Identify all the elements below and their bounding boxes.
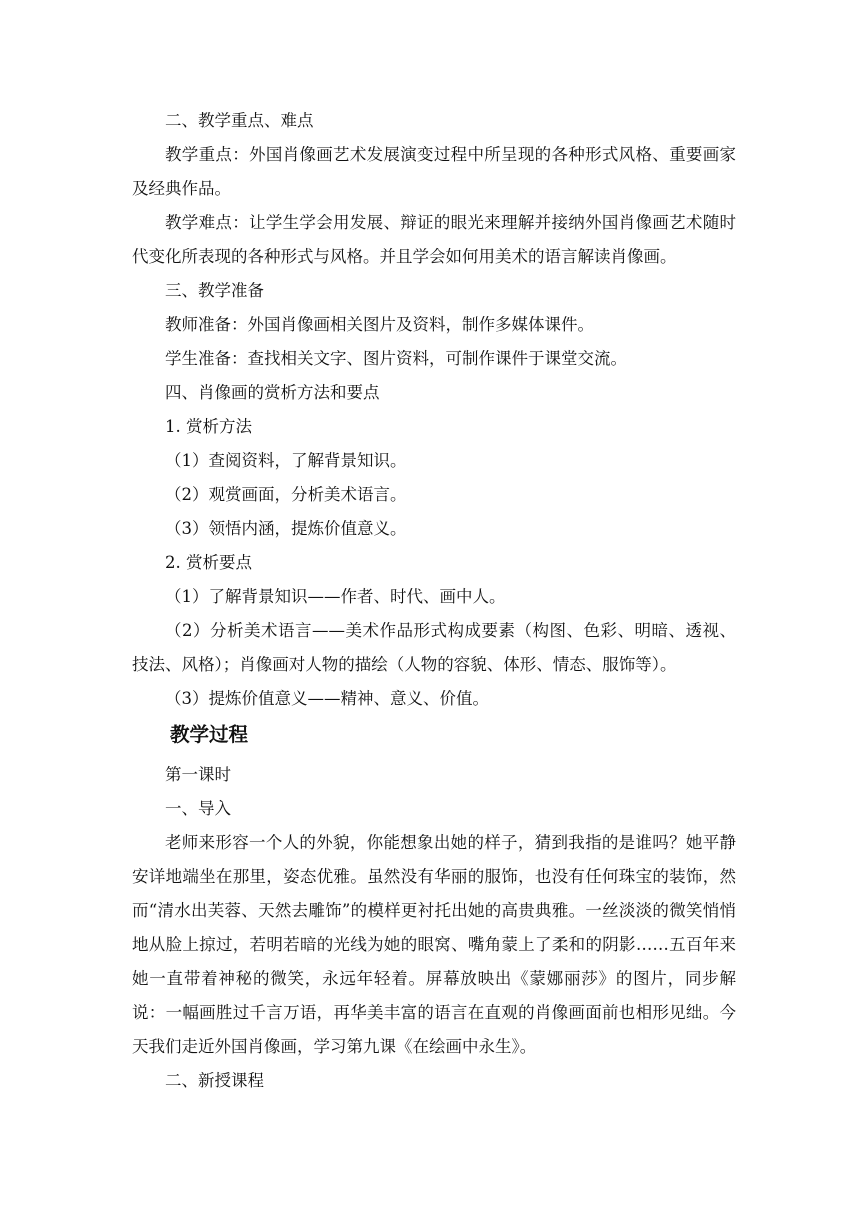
student-prep-paragraph: 学生准备：查找相关文字、图片资料，可制作课件于课堂交流。 — [165, 349, 627, 368]
method-item-1: （1）查阅资料，了解背景知识。 — [165, 451, 407, 470]
new-lesson-heading: 二、新授课程 — [165, 1071, 264, 1090]
method-item-2: （2）观赏画面，分析美术语言。 — [165, 485, 407, 504]
intro-paragraph: 老师来形容一个人的外貌，你能想象出她的样子，猜到我指的是谁吗？她平静安详地端坐在那里，姿态优雅。虽然没有华丽的服饰，也没有任何珠宝的装饰，然而“清水出芙蓉、天然去雕饰”的模样更衬托出她的高贵典雅。一丝淡淡的微笑悄悄地从脸上掠过，若明若暗的光线为她的眼窝、嘴角蒙上了柔和的阴影……五百年来她一直带着神秘的微笑，永远年轻着。屏幕放映出《蒙娜丽莎》的图片，同步解说：一幅画胜过千言万语，再华美丰富的语言在直观的肖像画面前也相形见绌。今天我们走近外国肖像画，学习第九课《在绘画中永生》。 — [132, 833, 736, 1056]
lesson-label: 第一课时 — [165, 765, 231, 784]
section-heading-key-points: 二、教学重点、难点 — [165, 111, 314, 130]
section-heading-appreciation: 四、肖像画的赏析方法和要点 — [165, 383, 380, 402]
point-item-2: （2）分析美术语言——美术作品形式构成要素（构图、色彩、明暗、透视、技法、风格）；肖像画对人物的描绘（人物的容貌、体形、情态、服饰等）。 — [132, 621, 736, 674]
point-item-3: （3）提炼价值意义——精神、意义、价值。 — [165, 689, 489, 708]
process-heading: 教学过程 — [170, 723, 249, 746]
key-points-paragraph: 教学重点：外国肖像画艺术发展演变过程中所呈现的各种形式风格、重要画家及经典作品。 — [132, 145, 736, 198]
point-item-1: （1）了解背景知识——作者、时代、画中人。 — [165, 587, 506, 606]
points-heading: 2. 赏析要点 — [165, 553, 252, 572]
method-item-3: （3）领悟内涵，提炼价值意义。 — [165, 519, 407, 538]
difficulties-paragraph: 教学难点：让学生学会用发展、辩证的眼光来理解并接纳外国肖像画艺术随时代变化所表现的各种形式与风格。并且学会如何用美术的语言解读肖像画。 — [132, 213, 736, 266]
intro-heading: 一、导入 — [165, 799, 231, 818]
method-heading: 1. 赏析方法 — [165, 417, 252, 436]
teacher-prep-paragraph: 教师准备：外国肖像画相关图片及资料，制作多媒体课件。 — [165, 315, 594, 334]
section-heading-preparation: 三、教学准备 — [165, 281, 264, 300]
